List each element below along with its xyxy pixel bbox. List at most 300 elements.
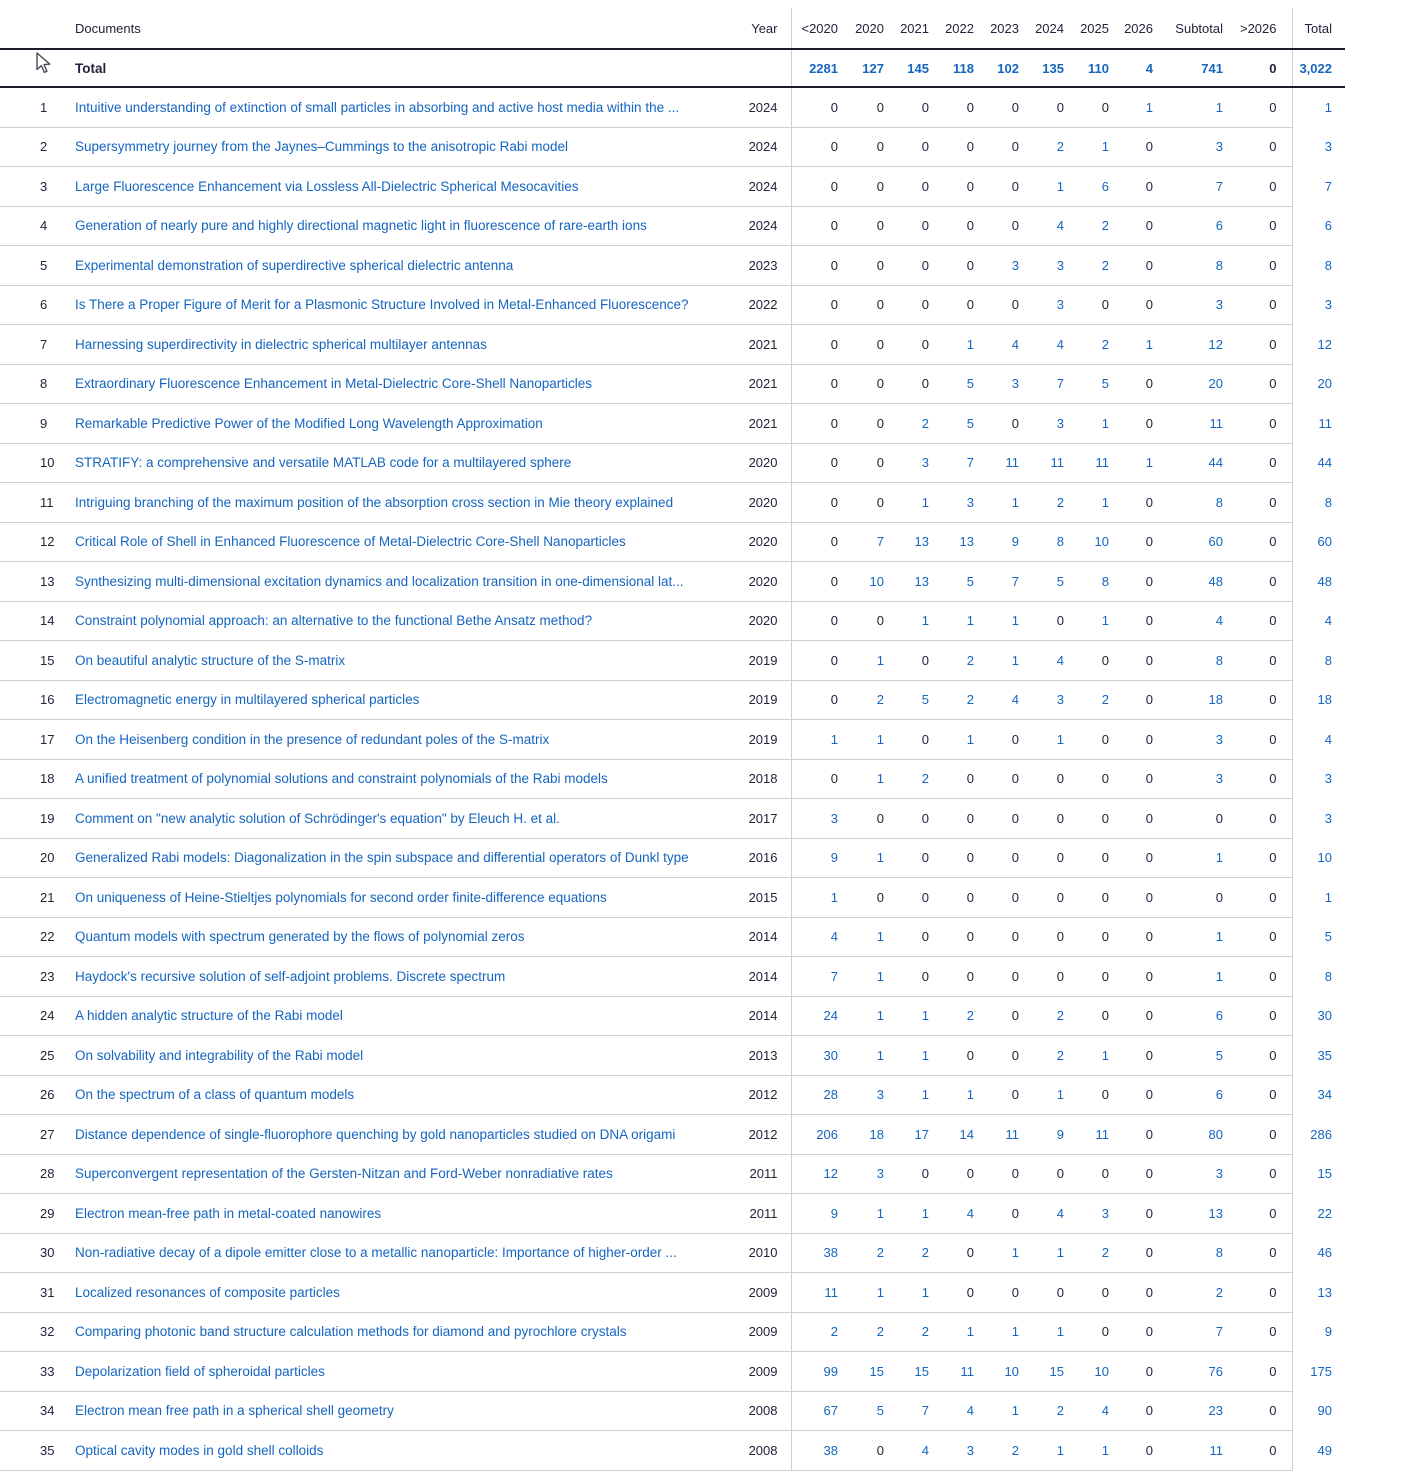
citation-count-6[interactable]: 10: [1064, 522, 1109, 562]
citation-count-5[interactable]: 2: [1019, 127, 1064, 167]
doc-title-link[interactable]: Distance dependence of single-fluorophore quenching by gold nanoparticles studied on DNA origami: [75, 1126, 676, 1142]
citation-count-4[interactable]: 4: [974, 325, 1019, 365]
citation-count-6[interactable]: 1: [1064, 601, 1109, 641]
row-total-count[interactable]: 8: [1324, 494, 1332, 510]
subtotal-count[interactable]: 3: [1153, 720, 1223, 760]
citation-count-0[interactable]: 206: [791, 1115, 838, 1155]
subtotal-count[interactable]: 5: [1153, 1036, 1223, 1076]
doc-title-cell: [75, 799, 724, 839]
citation-count-6[interactable]: 8: [1064, 562, 1109, 602]
row-total-count[interactable]: 1: [1324, 889, 1332, 905]
citation-count-3[interactable]: 4: [929, 1391, 974, 1431]
subtotal-count[interactable]: 1: [1153, 957, 1223, 997]
citation-count-7: 0: [1109, 1115, 1153, 1155]
citation-count-5[interactable]: 4: [1019, 206, 1064, 246]
citation-count-6[interactable]: 5: [1064, 364, 1109, 404]
row-index: 31: [0, 1273, 75, 1313]
citation-count-2[interactable]: 2: [884, 1233, 929, 1273]
doc-title-link[interactable]: On the Heisenberg condition in the presence of redundant poles of the S-matrix: [75, 731, 550, 747]
citation-count-5[interactable]: 8: [1019, 522, 1064, 562]
citation-count-6[interactable]: 2: [1064, 206, 1109, 246]
citation-count-7[interactable]: 1: [1109, 443, 1153, 483]
doc-title-link[interactable]: Generalized Rabi models: Diagonalization in the spin subspace and differential operators of Dunkl type: [75, 850, 689, 866]
citation-count-3: 0: [929, 1233, 974, 1273]
citation-count-5[interactable]: 4: [1019, 1194, 1064, 1234]
citation-count-1[interactable]: 3: [838, 1075, 884, 1115]
doc-title-link[interactable]: Optical cavity modes in gold shell colloids: [75, 1442, 324, 1458]
row-total-count[interactable]: 4: [1324, 613, 1332, 629]
citation-count-3: 0: [929, 206, 974, 246]
row-total-count[interactable]: 46: [1317, 1245, 1332, 1261]
total-count-2026[interactable]: 4: [1109, 49, 1153, 87]
citation-count-1[interactable]: 10: [838, 562, 884, 602]
citation-count-4[interactable]: 1: [974, 1391, 1019, 1431]
citation-count-6[interactable]: 1: [1064, 127, 1109, 167]
doc-year: 2012: [724, 1075, 791, 1115]
doc-title-link[interactable]: Electromagnetic energy in multilayered spherical particles: [75, 692, 420, 708]
citation-count-3: 0: [929, 87, 974, 127]
citation-count-5[interactable]: 3: [1019, 285, 1064, 325]
citation-count-5[interactable]: 4: [1019, 641, 1064, 681]
subtotal-count[interactable]: 20: [1153, 364, 1223, 404]
citation-count-5[interactable]: 2: [1019, 1391, 1064, 1431]
citation-count-0[interactable]: 30: [791, 1036, 838, 1076]
citation-count-1: 0: [838, 483, 884, 523]
doc-title-link[interactable]: Electron mean-free path in metal-coated nanowires: [75, 1205, 382, 1221]
citation-count-5[interactable]: 4: [1019, 325, 1064, 365]
total-subtotal-count[interactable]: 741: [1153, 49, 1223, 87]
citation-count-3[interactable]: 7: [929, 443, 974, 483]
citation-count-7: 0: [1109, 799, 1153, 839]
citation-count-1[interactable]: 1: [838, 1194, 884, 1234]
doc-title-link[interactable]: Constraint polynomial approach: an alternative to the functional Bethe Ansatz method?: [75, 613, 593, 629]
citation-count-1[interactable]: 2: [838, 1233, 884, 1273]
citation-count-5[interactable]: 2: [1019, 483, 1064, 523]
subtotal-count[interactable]: 3: [1153, 759, 1223, 799]
citation-count-1[interactable]: 18: [838, 1115, 884, 1155]
citation-count-0[interactable]: 3: [791, 799, 838, 839]
citation-count-1[interactable]: 1: [838, 957, 884, 997]
subtotal-count[interactable]: 80: [1153, 1115, 1223, 1155]
citation-count-1[interactable]: 1: [838, 720, 884, 760]
subtotal-count[interactable]: 4: [1153, 601, 1223, 641]
citation-count-1: 0: [838, 167, 884, 207]
total-count-2024[interactable]: 135: [1019, 49, 1064, 87]
row-total-count[interactable]: 44: [1317, 455, 1332, 471]
total-count-2023[interactable]: 102: [974, 49, 1019, 87]
citation-count-4[interactable]: 1: [974, 641, 1019, 681]
citation-count-7: 0: [1109, 1233, 1153, 1273]
row-total-count[interactable]: 3: [1324, 139, 1332, 155]
citation-count-1[interactable]: 15: [838, 1352, 884, 1392]
citation-count-2[interactable]: 13: [884, 522, 929, 562]
citation-count-0[interactable]: 2: [791, 1312, 838, 1352]
subtotal-count[interactable]: 6: [1153, 996, 1223, 1036]
citation-count-3[interactable]: 5: [929, 364, 974, 404]
citation-count-7: 0: [1109, 1391, 1153, 1431]
citation-count-0[interactable]: 1: [791, 720, 838, 760]
citation-count-2[interactable]: 1: [884, 996, 929, 1036]
citation-count-5[interactable]: 1: [1019, 1233, 1064, 1273]
citation-count-4[interactable]: 9: [974, 522, 1019, 562]
document-row: [0, 878, 1345, 918]
citation-count-2[interactable]: 7: [884, 1391, 929, 1431]
subtotal-count[interactable]: 23: [1153, 1391, 1223, 1431]
row-index: 4: [0, 206, 75, 246]
doc-title-link[interactable]: Synthesizing multi-dimensional excitation dynamics and localization transition in one-dimensional lat...: [75, 573, 684, 589]
citation-count-1[interactable]: 1: [838, 1273, 884, 1313]
citation-count-3[interactable]: 3: [929, 483, 974, 523]
citation-count-3[interactable]: 1: [929, 325, 974, 365]
citation-count-2[interactable]: 1: [884, 1036, 929, 1076]
citation-count-2[interactable]: 2: [884, 404, 929, 444]
citation-count-1: 0: [838, 1431, 884, 1471]
doc-title-link[interactable]: Localized resonances of composite particles: [75, 1284, 340, 1300]
citation-count-4: 0: [974, 127, 1019, 167]
citation-count-0[interactable]: 38: [791, 1431, 838, 1471]
document-row: [0, 562, 1345, 602]
row-index: 15: [0, 641, 75, 681]
citation-count-0[interactable]: 99: [791, 1352, 838, 1392]
citation-count-2[interactable]: 1: [884, 601, 929, 641]
row-total-count[interactable]: 286: [1310, 1126, 1332, 1142]
total-count-2020[interactable]: 127: [838, 49, 884, 87]
doc-year: 2014: [724, 996, 791, 1036]
subtotal-count[interactable]: 1: [1153, 917, 1223, 957]
document-row: [0, 720, 1345, 760]
subtotal-count[interactable]: 6: [1153, 206, 1223, 246]
row-total-count[interactable]: 15: [1317, 1166, 1332, 1182]
citation-count-3[interactable]: 1: [929, 601, 974, 641]
citation-count-2[interactable]: 5: [884, 680, 929, 720]
citation-count-2[interactable]: 13: [884, 562, 929, 602]
citation-count-4[interactable]: 1: [974, 1233, 1019, 1273]
doc-title-cell: [75, 1115, 724, 1155]
doc-title-link[interactable]: Non-radiative decay of a dipole emitter close to a metallic nanoparticle: Importance of higher-order ...: [75, 1245, 677, 1261]
citation-count-4[interactable]: 11: [974, 443, 1019, 483]
row-total-count[interactable]: 35: [1317, 1047, 1332, 1063]
doc-year: 2011: [724, 1194, 791, 1234]
row-total-count[interactable]: 22: [1317, 1205, 1332, 1221]
subtotal-count[interactable]: 18: [1153, 680, 1223, 720]
doc-title-link[interactable]: On beautiful analytic structure of the S-matrix: [75, 652, 346, 668]
citation-count-5[interactable]: 9: [1019, 1115, 1064, 1155]
citation-count-3[interactable]: 14: [929, 1115, 974, 1155]
citation-count-6[interactable]: 2: [1064, 680, 1109, 720]
doc-title-link[interactable]: A hidden analytic structure of the Rabi model: [75, 1008, 343, 1024]
citation-count-4[interactable]: 10: [974, 1352, 1019, 1392]
row-total-count[interactable]: 13: [1317, 1284, 1332, 1300]
citation-count-4[interactable]: 11: [974, 1115, 1019, 1155]
row-total-count[interactable]: 175: [1310, 1363, 1332, 1379]
after-2026-count: 0: [1223, 404, 1292, 444]
citation-count-2[interactable]: 1: [884, 483, 929, 523]
subtotal-count[interactable]: 11: [1153, 1431, 1223, 1471]
citation-count-0[interactable]: 38: [791, 1233, 838, 1273]
citation-count-1[interactable]: 1: [838, 996, 884, 1036]
citation-count-2[interactable]: 2: [884, 1312, 929, 1352]
citation-count-5[interactable]: 15: [1019, 1352, 1064, 1392]
citation-count-0[interactable]: 24: [791, 996, 838, 1036]
citation-count-3[interactable]: 2: [929, 641, 974, 681]
citation-count-1[interactable]: 5: [838, 1391, 884, 1431]
subtotal-count[interactable]: 13: [1153, 1194, 1223, 1234]
citation-count-6[interactable]: 2: [1064, 246, 1109, 286]
subtotal-count[interactable]: 1: [1153, 87, 1223, 127]
after-2026-count: 0: [1223, 1391, 1292, 1431]
subtotal-count[interactable]: 8: [1153, 246, 1223, 286]
doc-title-link[interactable]: Haydock's recursive solution of self-adjoint problems. Discrete spectrum: [75, 968, 506, 984]
citation-count-0[interactable]: 67: [791, 1391, 838, 1431]
citation-count-5[interactable]: 1: [1019, 1075, 1064, 1115]
citation-count-1[interactable]: 1: [838, 641, 884, 681]
subtotal-count[interactable]: 3: [1153, 127, 1223, 167]
doc-title-link[interactable]: Intuitive understanding of extinction of small particles in absorbing and active host media within the ...: [75, 99, 680, 115]
row-total-count[interactable]: 3: [1324, 297, 1332, 313]
citation-count-4: 0: [974, 720, 1019, 760]
citation-count-1[interactable]: 2: [838, 680, 884, 720]
subtotal-count[interactable]: 44: [1153, 443, 1223, 483]
citation-count-0[interactable]: 7: [791, 957, 838, 997]
doc-title-link[interactable]: On uniqueness of Heine-Stieltjes polynomials for second order finite-difference equations: [75, 889, 607, 905]
citation-count-5[interactable]: 11: [1019, 443, 1064, 483]
doc-title-link[interactable]: Harnessing superdirectivity in dielectric spherical multilayer antennas: [75, 336, 487, 352]
citation-count-0[interactable]: 9: [791, 1194, 838, 1234]
doc-title-link[interactable]: A unified treatment of polynomial solutions and constraint polynomials of the Rabi models: [75, 771, 608, 787]
citation-count-1[interactable]: 1: [838, 759, 884, 799]
citation-count-4: 0: [974, 957, 1019, 997]
doc-title-link[interactable]: Quantum models with spectrum generated by the flows of polynomial zeros: [75, 929, 525, 945]
doc-title-link[interactable]: On the spectrum of a class of quantum models: [75, 1087, 355, 1103]
doc-title-cell: [75, 127, 724, 167]
citation-count-2[interactable]: 17: [884, 1115, 929, 1155]
doc-title-link[interactable]: Comment on "new analytic solution of Schrödinger's equation" by Eleuch H. et al.: [75, 810, 560, 826]
subtotal-count[interactable]: 7: [1153, 1312, 1223, 1352]
doc-title-link[interactable]: Critical Role of Shell in Enhanced Fluorescence of Metal-Dielectric Core-Shell Nanoparticles: [75, 534, 626, 550]
row-index: 33: [0, 1352, 75, 1392]
row-total-count[interactable]: 10: [1317, 850, 1332, 866]
citation-count-7[interactable]: 1: [1109, 325, 1153, 365]
citation-count-2: 0: [884, 878, 929, 918]
doc-title-cell: [75, 996, 724, 1036]
citation-count-3[interactable]: 4: [929, 1194, 974, 1234]
row-index: 12: [0, 522, 75, 562]
row-total-count[interactable]: 4: [1324, 731, 1332, 747]
subtotal-count[interactable]: 12: [1153, 325, 1223, 365]
citation-count-3[interactable]: 5: [929, 404, 974, 444]
doc-title-link[interactable]: Electron mean free path in a spherical shell geometry: [75, 1403, 394, 1419]
row-total-count[interactable]: 34: [1317, 1087, 1332, 1103]
citation-count-1[interactable]: 1: [838, 1036, 884, 1076]
citation-count-5[interactable]: 2: [1019, 1036, 1064, 1076]
citation-count-0[interactable]: 11: [791, 1273, 838, 1313]
citation-count-1[interactable]: 3: [838, 1154, 884, 1194]
citation-count-3[interactable]: 2: [929, 996, 974, 1036]
citation-count-3[interactable]: 2: [929, 680, 974, 720]
subtotal-count[interactable]: 76: [1153, 1352, 1223, 1392]
citation-count-4[interactable]: 3: [974, 246, 1019, 286]
subtotal-count[interactable]: 60: [1153, 522, 1223, 562]
doc-title-link[interactable]: On solvability and integrability of the Rabi model: [75, 1047, 364, 1063]
citation-count-6[interactable]: 1: [1064, 1036, 1109, 1076]
row-total-count[interactable]: 20: [1317, 376, 1332, 392]
citation-count-6[interactable]: 2: [1064, 1233, 1109, 1273]
citation-count-5[interactable]: 5: [1019, 562, 1064, 602]
citation-count-0[interactable]: 9: [791, 838, 838, 878]
citation-count-4[interactable]: 4: [974, 680, 1019, 720]
citation-count-3[interactable]: 3: [929, 1431, 974, 1471]
row-index: 5: [0, 246, 75, 286]
row-total-count[interactable]: 5: [1324, 929, 1332, 945]
doc-title-link[interactable]: Comparing photonic band structure calculation methods for diamond and pyrochlore crystals: [75, 1324, 627, 1340]
citation-count-4: 0: [974, 996, 1019, 1036]
doc-title-link[interactable]: Intriguing branching of the maximum position of the absorption cross section in Mie theory explained: [75, 494, 674, 510]
col-header-2023: 2023: [974, 8, 1019, 49]
after-2026-count: 0: [1223, 87, 1292, 127]
doc-title-link[interactable]: Generation of nearly pure and highly directional magnetic light in fluorescence of rare-earth ions: [75, 218, 647, 234]
total-count-2025[interactable]: 110: [1064, 49, 1109, 87]
citation-count-5[interactable]: 2: [1019, 996, 1064, 1036]
total-count-2021[interactable]: 145: [884, 49, 929, 87]
citation-count-7: 0: [1109, 1154, 1153, 1194]
citation-count-5[interactable]: 3: [1019, 246, 1064, 286]
doc-title-link[interactable]: Remarkable Predictive Power of the Modified Long Wavelength Approximation: [75, 415, 543, 431]
citation-count-1[interactable]: 2: [838, 1312, 884, 1352]
citation-count-4[interactable]: 1: [974, 483, 1019, 523]
subtotal-count[interactable]: 1: [1153, 838, 1223, 878]
row-total-count[interactable]: 1: [1324, 100, 1332, 115]
row-total-count[interactable]: 7: [1324, 178, 1332, 194]
citation-count-6[interactable]: 11: [1064, 1115, 1109, 1155]
citation-count-6: 0: [1064, 957, 1109, 997]
citation-count-5[interactable]: 1: [1019, 720, 1064, 760]
row-total-count[interactable]: 30: [1317, 1008, 1332, 1024]
doc-title-link[interactable]: Depolarization field of spheroidal particles: [75, 1363, 325, 1379]
row-total-count[interactable]: 12: [1317, 336, 1332, 352]
subtotal-count[interactable]: 7: [1153, 167, 1223, 207]
citation-count-3[interactable]: 13: [929, 522, 974, 562]
citation-count-6[interactable]: 1: [1064, 404, 1109, 444]
citation-count-4[interactable]: 3: [974, 364, 1019, 404]
row-total-count[interactable]: 48: [1317, 573, 1332, 589]
citation-count-2[interactable]: 1: [884, 1075, 929, 1115]
total-count-lt2020[interactable]: 2281: [791, 49, 838, 87]
citation-count-6[interactable]: 6: [1064, 167, 1109, 207]
citation-count-2[interactable]: 4: [884, 1431, 929, 1471]
citation-count-3[interactable]: 1: [929, 1312, 974, 1352]
citation-count-2[interactable]: 1: [884, 1194, 929, 1234]
subtotal-count[interactable]: 6: [1153, 1075, 1223, 1115]
citation-count-1[interactable]: 7: [838, 522, 884, 562]
subtotal-count[interactable]: 8: [1153, 1233, 1223, 1273]
citation-count-5[interactable]: 1: [1019, 1312, 1064, 1352]
citation-count-0[interactable]: 12: [791, 1154, 838, 1194]
citation-count-3: 0: [929, 285, 974, 325]
row-total-count[interactable]: 8: [1324, 652, 1332, 668]
citation-count-7: 0: [1109, 404, 1153, 444]
doc-title-link[interactable]: Extraordinary Fluorescence Enhancement in Metal-Dielectric Core-Shell Nanoparticles: [75, 376, 592, 392]
citation-count-5[interactable]: 1: [1019, 167, 1064, 207]
citation-count-3[interactable]: 5: [929, 562, 974, 602]
citation-count-5[interactable]: 7: [1019, 364, 1064, 404]
citation-count-0[interactable]: 1: [791, 878, 838, 918]
citation-count-4[interactable]: 1: [974, 601, 1019, 641]
citation-count-2[interactable]: 1: [884, 1273, 929, 1313]
subtotal-count[interactable]: 8: [1153, 483, 1223, 523]
doc-title-link[interactable]: Is There a Proper Figure of Merit for a Plasmonic Structure Involved in Metal-Enhanced Fluorescence?: [75, 297, 689, 313]
subtotal-count[interactable]: 3: [1153, 1154, 1223, 1194]
citation-count-6[interactable]: 1: [1064, 1431, 1109, 1471]
citation-count-6[interactable]: 11: [1064, 443, 1109, 483]
citation-count-0[interactable]: 4: [791, 917, 838, 957]
citation-count-5[interactable]: 3: [1019, 680, 1064, 720]
citation-count-3[interactable]: 11: [929, 1352, 974, 1392]
citation-count-4[interactable]: 1: [974, 1312, 1019, 1352]
row-total-count[interactable]: 6: [1324, 218, 1332, 234]
citation-count-7[interactable]: 1: [1109, 87, 1153, 127]
citation-count-6[interactable]: 2: [1064, 325, 1109, 365]
citation-count-1[interactable]: 1: [838, 917, 884, 957]
row-total-count[interactable]: 11: [1318, 415, 1332, 431]
citation-count-1[interactable]: 1: [838, 838, 884, 878]
citation-count-6[interactable]: 10: [1064, 1352, 1109, 1392]
row-total-count[interactable]: 49: [1317, 1442, 1332, 1458]
subtotal-count[interactable]: 2: [1153, 1273, 1223, 1313]
total-count-2022[interactable]: 118: [929, 49, 974, 87]
col-header-2026: 2026: [1109, 8, 1153, 49]
citation-count-0: 0: [791, 483, 838, 523]
row-total-count[interactable]: 18: [1317, 692, 1332, 708]
row-total-count[interactable]: 3: [1324, 771, 1332, 787]
doc-title-link[interactable]: Experimental demonstration of superdirective spherical dielectric antenna: [75, 257, 514, 273]
citation-count-0[interactable]: 28: [791, 1075, 838, 1115]
subtotal-count[interactable]: 11: [1153, 404, 1223, 444]
doc-title-link[interactable]: Supersymmetry journey from the Jaynes–Cummings to the anisotropic Rabi model: [75, 139, 568, 155]
citation-count-6: 0: [1064, 838, 1109, 878]
citation-count-3[interactable]: 1: [929, 720, 974, 760]
subtotal-count[interactable]: 3: [1153, 285, 1223, 325]
document-row: [0, 167, 1345, 207]
doc-title-link[interactable]: Superconvergent representation of the Gersten-Nitzan and Ford-Weber nonradiative rates: [75, 1166, 613, 1182]
citation-count-2[interactable]: 3: [884, 443, 929, 483]
citation-count-2[interactable]: 2: [884, 759, 929, 799]
citation-count-6[interactable]: 1: [1064, 483, 1109, 523]
grand-total-count[interactable]: 3,022: [1292, 49, 1345, 87]
citation-count-6[interactable]: 3: [1064, 1194, 1109, 1234]
doc-title-cell: [75, 1352, 724, 1392]
row-total-count[interactable]: 8: [1324, 968, 1332, 984]
citation-count-4[interactable]: 7: [974, 562, 1019, 602]
row-total-count[interactable]: 3: [1324, 810, 1332, 826]
doc-title-cell: [75, 206, 724, 246]
citation-count-3[interactable]: 1: [929, 1075, 974, 1115]
doc-title-link[interactable]: Large Fluorescence Enhancement via Lossless All-Dielectric Spherical Mesocavities: [75, 178, 579, 194]
doc-title-link[interactable]: STRATIFY: a comprehensive and versatile MATLAB code for a multilayered sphere: [75, 455, 572, 471]
citation-count-4[interactable]: 2: [974, 1431, 1019, 1471]
row-total-count[interactable]: 60: [1317, 534, 1332, 550]
subtotal-count[interactable]: 8: [1153, 641, 1223, 681]
row-total-count[interactable]: 8: [1324, 257, 1332, 273]
row-total-count[interactable]: 9: [1324, 1324, 1332, 1340]
citation-count-0: 0: [791, 759, 838, 799]
citation-count-6[interactable]: 4: [1064, 1391, 1109, 1431]
citation-count-2[interactable]: 15: [884, 1352, 929, 1392]
citation-count-5[interactable]: 1: [1019, 1431, 1064, 1471]
row-total-count[interactable]: 90: [1317, 1403, 1332, 1419]
after-2026-count: 0: [1223, 325, 1292, 365]
subtotal-count[interactable]: 48: [1153, 562, 1223, 602]
citation-count-5[interactable]: 3: [1019, 404, 1064, 444]
